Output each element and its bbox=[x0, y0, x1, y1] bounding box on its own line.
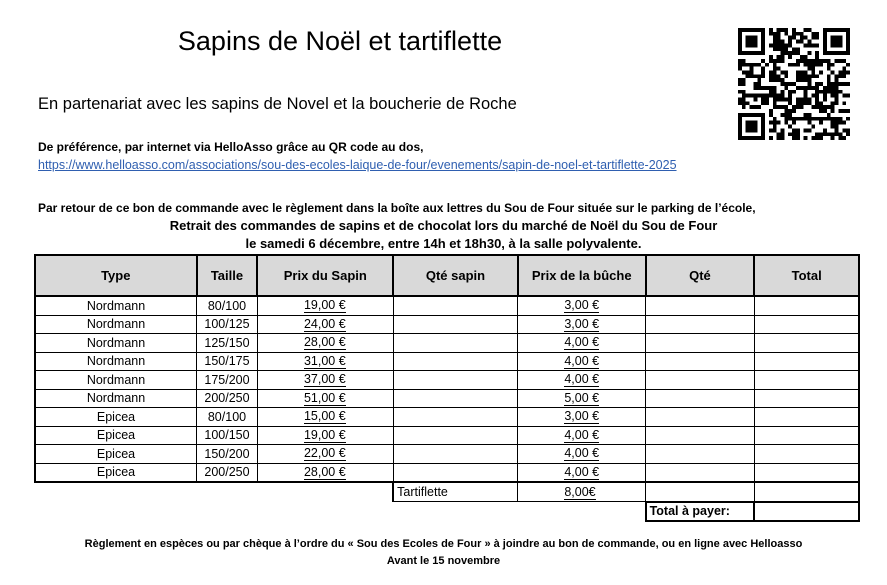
header-qte: Qté bbox=[646, 255, 755, 296]
qr-code-icon bbox=[738, 28, 850, 140]
tree-size: 100/150 bbox=[197, 426, 258, 445]
buche-price-value: 4,00 € bbox=[564, 446, 600, 461]
table-row bbox=[35, 296, 859, 315]
buche-qty-cell[interactable] bbox=[646, 389, 755, 408]
header-total: Total bbox=[754, 255, 859, 296]
tree-type: Epicea bbox=[35, 445, 197, 464]
buche-price-value: 4,00 € bbox=[564, 464, 600, 479]
row-total-cell[interactable] bbox=[754, 296, 859, 315]
table-row bbox=[35, 426, 859, 445]
buche-qty-cell[interactable] bbox=[646, 296, 755, 315]
tree-size: 200/250 bbox=[197, 463, 258, 482]
row-total-cell[interactable] bbox=[754, 463, 859, 482]
table-header-row bbox=[35, 255, 859, 296]
tartiflette-label: Tartiflette bbox=[393, 482, 518, 502]
row-total-cell[interactable] bbox=[754, 334, 859, 353]
tree-type: Nordmann bbox=[35, 315, 197, 334]
deadline: Avant le 15 novembre bbox=[386, 555, 501, 567]
tartiflette-qty-cell[interactable] bbox=[646, 482, 755, 502]
tree-type: Epicea bbox=[35, 463, 197, 482]
tree-type: Nordmann bbox=[35, 389, 197, 408]
tartiflette-total-cell[interactable] bbox=[754, 482, 859, 502]
table-row bbox=[35, 315, 859, 334]
tree-size: 175/200 bbox=[197, 371, 258, 390]
tree-price bbox=[257, 352, 393, 371]
buche-price-value: 4,00 € bbox=[564, 335, 600, 350]
buche-price-value: 4,00 € bbox=[564, 372, 600, 387]
buche-qty-cell[interactable] bbox=[646, 334, 755, 353]
tree-price-value: 31,00 € bbox=[303, 353, 346, 368]
tree-qty-cell[interactable] bbox=[393, 426, 518, 445]
tree-price-value: 28,00 € bbox=[303, 464, 346, 479]
total-row bbox=[35, 502, 859, 522]
tree-type: Nordmann bbox=[35, 352, 197, 371]
table-row bbox=[35, 463, 859, 482]
tree-price-value: 24,00 € bbox=[303, 316, 346, 331]
tree-price-value: 22,00 € bbox=[303, 446, 346, 461]
buche-price bbox=[518, 296, 646, 315]
pickup-date: le samedi 6 décembre, entre 14h et 18h30, à la salle polyvalente. bbox=[245, 236, 642, 251]
helloasso-link[interactable]: https://www.helloasso.com/associations/sou-des-ecoles-laique-de-four/evenements/sapin-de-noel-et-tartiflette-2025 bbox=[38, 158, 677, 172]
buche-price bbox=[518, 426, 646, 445]
buche-price-value: 4,00 € bbox=[564, 427, 600, 442]
buche-qty-cell[interactable] bbox=[646, 408, 755, 427]
buche-price-value: 3,00 € bbox=[564, 409, 600, 424]
row-total-cell[interactable] bbox=[754, 445, 859, 464]
tree-qty-cell[interactable] bbox=[393, 296, 518, 315]
total-label: Total à payer: bbox=[646, 502, 755, 522]
buche-qty-cell[interactable] bbox=[646, 463, 755, 482]
header-type: Type bbox=[35, 255, 197, 296]
payment-info: Règlement en espèces ou par chèque à l’ordre du « Sou des Ecoles de Four » à joindre au bon de commande, ou en ligne avec Helloasso bbox=[84, 538, 803, 550]
table-row bbox=[35, 408, 859, 427]
tree-size: 200/250 bbox=[197, 389, 258, 408]
buche-qty-cell[interactable] bbox=[646, 445, 755, 464]
table-row bbox=[35, 334, 859, 353]
tree-qty-cell[interactable] bbox=[393, 334, 518, 353]
tree-price bbox=[257, 315, 393, 334]
tree-size: 80/100 bbox=[197, 408, 258, 427]
header-prix-buche: Prix de la bûche bbox=[518, 255, 646, 296]
tree-price bbox=[257, 296, 393, 315]
row-total-cell[interactable] bbox=[754, 371, 859, 390]
buche-price-value: 5,00 € bbox=[564, 390, 600, 405]
tree-price bbox=[257, 445, 393, 464]
tree-price-value: 37,00 € bbox=[303, 372, 346, 387]
page-title: Sapins de Noël et tartiflette bbox=[177, 26, 503, 56]
tree-price-value: 28,00 € bbox=[303, 335, 346, 350]
preference-text: De préférence, par internet via HelloAsso grâce au QR code au dos, bbox=[38, 140, 424, 154]
row-total-cell[interactable] bbox=[754, 315, 859, 334]
pickup-info: Retrait des commandes de sapins et de chocolat lors du marché de Noël du Sou de Four bbox=[169, 218, 718, 233]
buche-price bbox=[518, 445, 646, 464]
tree-size: 80/100 bbox=[197, 296, 258, 315]
tartiflette-price: 8,00€ bbox=[564, 484, 596, 499]
tree-qty-cell[interactable] bbox=[393, 445, 518, 464]
buche-price bbox=[518, 408, 646, 427]
tree-type: Epicea bbox=[35, 408, 197, 427]
buche-price-value: 4,00 € bbox=[564, 353, 600, 368]
tree-qty-cell[interactable] bbox=[393, 389, 518, 408]
tree-size: 100/125 bbox=[197, 315, 258, 334]
tree-price-value: 19,00 € bbox=[303, 298, 346, 313]
buche-price bbox=[518, 334, 646, 353]
tree-qty-cell[interactable] bbox=[393, 315, 518, 334]
buche-price bbox=[518, 463, 646, 482]
tree-type: Nordmann bbox=[35, 296, 197, 315]
row-total-cell[interactable] bbox=[754, 389, 859, 408]
table-row bbox=[35, 371, 859, 390]
buche-qty-cell[interactable] bbox=[646, 352, 755, 371]
tree-type: Epicea bbox=[35, 426, 197, 445]
buche-price bbox=[518, 371, 646, 390]
row-total-cell[interactable] bbox=[754, 408, 859, 427]
tree-price bbox=[257, 426, 393, 445]
buche-qty-cell[interactable] bbox=[646, 371, 755, 390]
partner-text: En partenariat avec les sapins de Novel et la boucherie de Roche bbox=[38, 95, 517, 113]
buche-price bbox=[518, 389, 646, 408]
buche-price bbox=[518, 352, 646, 371]
tree-size: 150/200 bbox=[197, 445, 258, 464]
tartiflette-row bbox=[35, 482, 859, 502]
tree-size: 150/175 bbox=[197, 352, 258, 371]
table-row bbox=[35, 445, 859, 464]
header-qte-sapin: Qté sapin bbox=[393, 255, 518, 296]
buche-price-value: 3,00 € bbox=[564, 316, 600, 331]
table-row bbox=[35, 352, 859, 371]
tree-size: 125/150 bbox=[197, 334, 258, 353]
tree-price bbox=[257, 371, 393, 390]
total-cell[interactable] bbox=[754, 502, 859, 522]
buche-price-value: 3,00 € bbox=[564, 298, 600, 313]
header-taille: Taille bbox=[197, 255, 258, 296]
tree-price-value: 15,00 € bbox=[303, 409, 346, 424]
tree-price bbox=[257, 334, 393, 353]
buche-qty-cell[interactable] bbox=[646, 426, 755, 445]
tree-price bbox=[257, 463, 393, 482]
tree-qty-cell[interactable] bbox=[393, 371, 518, 390]
tree-price-value: 51,00 € bbox=[303, 390, 346, 405]
buche-qty-cell[interactable] bbox=[646, 315, 755, 334]
tree-type: Nordmann bbox=[35, 371, 197, 390]
tree-qty-cell[interactable] bbox=[393, 352, 518, 371]
tree-price bbox=[257, 389, 393, 408]
return-instructions: Par retour de ce bon de commande avec le règlement dans la boîte aux lettres du Sou de Four située sur le parking de l’école, bbox=[38, 201, 756, 215]
tree-qty-cell[interactable] bbox=[393, 463, 518, 482]
header-prix-sapin: Prix du Sapin bbox=[257, 255, 393, 296]
tree-type: Nordmann bbox=[35, 334, 197, 353]
row-total-cell[interactable] bbox=[754, 426, 859, 445]
row-total-cell[interactable] bbox=[754, 352, 859, 371]
order-table bbox=[34, 254, 860, 522]
tree-price-value: 19,00 € bbox=[303, 427, 346, 442]
buche-price bbox=[518, 315, 646, 334]
tree-qty-cell[interactable] bbox=[393, 408, 518, 427]
tree-price bbox=[257, 408, 393, 427]
table-row bbox=[35, 389, 859, 408]
